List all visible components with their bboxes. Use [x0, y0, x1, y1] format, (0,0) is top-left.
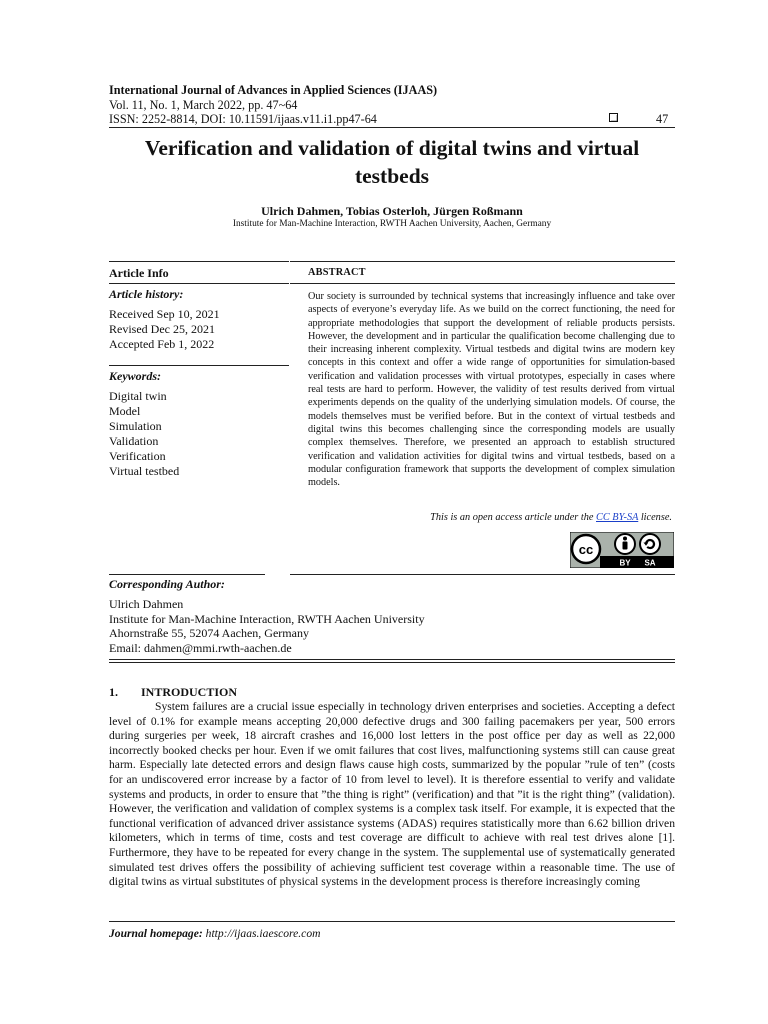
header-rule — [109, 127, 675, 128]
abstract-heading: ABSTRACT — [308, 267, 366, 278]
paper-authors: Ulrich Dahmen, Tobias Osterloh, Jürgen Roßmann — [261, 204, 523, 218]
corresponding-address: Ahornstraße 55, 52074 Aachen, Germany — [109, 626, 309, 641]
section-title: INTRODUCTION — [141, 685, 238, 699]
keyword-item: Model — [109, 404, 141, 418]
abstract-rule — [290, 283, 675, 284]
paper-title: Verification and validation of digital twins and virtual testbeds — [144, 136, 640, 188]
svg-text:cc: cc — [578, 542, 594, 557]
keyword-item: Validation — [109, 434, 159, 448]
article-info-rule — [109, 283, 289, 284]
square-icon — [609, 113, 618, 122]
history-list — [109, 307, 220, 352]
section-heading-introduction — [109, 685, 237, 700]
paper-affiliation: Institute for Man-Machine Interaction, RWTH Aachen University, Aachen, Germany — [232, 219, 552, 229]
keyword-item: Verification — [109, 449, 166, 463]
history-accepted: Accepted Feb 1, 2022 — [109, 337, 215, 351]
footer-rule — [109, 921, 675, 922]
keywords-heading: Keywords: — [109, 369, 161, 383]
corresponding-name: Ulrich Dahmen — [109, 597, 184, 611]
license-by-label: BY — [619, 558, 631, 568]
homepage-label: Journal homepage: — [109, 927, 203, 940]
cc-by-sa-badge[interactable] — [570, 532, 674, 568]
double-rule-bottom — [109, 662, 675, 663]
attribution-icon — [615, 534, 635, 554]
abstract-top-rule — [290, 261, 675, 262]
page-number: 47 — [656, 112, 669, 126]
corresponding-rule-right — [290, 574, 675, 575]
article-info-top-rule — [109, 261, 289, 262]
keywords-list — [109, 389, 179, 479]
open-access-suffix: license. — [638, 512, 672, 523]
abstract-text: Our society is surrounded by technical systems that increasingly influence and take over aspects of everyone’s everyday life. As we build on the correct functioning, the need for appropriate methodologies that support the development of reliable products persists. However, the development and in particular the qualification become challenging due to their increasing inherent complexity. Virtual testbeds and digital twins are modern key concepts in this context and offer a wide range of opportunities for simulation-based verification and validation processes with virtual prototypes, especially in cases where real tests are hard to perform. However, the validity of test results derived from virtual experiments depends on the quality of the underlying simulation models. Of course, the models themselves must be verified before. But in the context of virtual testbeds and digital twins this becomes challenging since the corresponding models are usually complex themselves. Therefore, we presented an approach to establish structured verification and validation activities for digital twins and virtual testbeds, based on a modular configuration framework that supports the development of complex simulation models. — [308, 291, 675, 489]
journal-name: International Journal of Advances in Applied Sciences (IJAAS) — [109, 83, 438, 97]
corresponding-rule-left — [109, 574, 265, 575]
journal-homepage — [109, 927, 321, 940]
corresponding-heading: Corresponding Author: — [109, 577, 225, 591]
corresponding-email: Email: dahmen@mmi.rwth-aachen.de — [109, 640, 292, 655]
section-number: 1. — [109, 685, 118, 699]
homepage-url[interactable]: http://ijaas.iaescore.com — [205, 927, 321, 940]
history-revised: Revised Dec 25, 2021 — [109, 322, 215, 336]
history-heading: Article history: — [109, 287, 184, 301]
license-link[interactable]: CC BY-SA — [596, 512, 639, 523]
open-access-prefix: This is an open access article under the — [430, 512, 596, 523]
corresponding-institute: Institute for Man-Machine Interaction, RWTH Aachen University — [109, 611, 425, 626]
corresponding-details — [109, 597, 425, 655]
article-info-heading: Article Info — [109, 266, 169, 280]
keywords-rule — [109, 365, 289, 366]
history-received: Received Sep 10, 2021 — [109, 307, 220, 321]
license-sa-label: SA — [644, 558, 656, 568]
introduction-text: System failures are a crucial issue especially in technology driven enterprises and societies. Accepting a defect level of 0.1% for example means accepting 20,000 defective drugs and 300 failing pacemakers per year, 500 errors during surgeries per week, 18 aircraft crashes and 16,000 lost letters in the post office per day as well as 22,000 incorrectly booked checks per hour. Even if we omit failures that cost lives, malfunctioning systems still can cause great harm. Especially late detected errors and design flaws cause high costs, summarized by the popular ”rule of ten” (costs for an undiscovered error increase by a factor of 10 from level to level). It is therefore essential to verify and validate systems and products, in order to ensure that ”the thing is right” (verification) and that ”it is the right thing” (validation). However, the verification and validation of complex systems is a complex task itself. For example, it is expected that the functional verification of advanced driver assistance systems (ADAS) requires statistically more than 6.62 billion driven kilometers, which in terms of time, costs and test coverage are difficult to achieve with real test drives alone [1]. Furthermore, they have to be repeated for every change in the system. The supplemental use of systematically generated simulated test drives offers the possibility of achieving sufficient test coverage within a reasonable time. The use of digital twins as virtual substitutes of physical systems in the development process is therefore increasingly coming — [109, 700, 675, 889]
keyword-item: Simulation — [109, 419, 162, 433]
double-rule-top — [109, 659, 675, 660]
cc-logo-icon — [572, 535, 600, 563]
open-access-note — [308, 512, 672, 523]
keyword-item: Virtual testbed — [109, 464, 180, 478]
share-alike-icon — [640, 534, 660, 554]
keyword-item: Digital twin — [109, 389, 167, 403]
volume-info: Vol. 11, No. 1, March 2022, pp. 47~64 — [109, 98, 298, 112]
issn-doi: ISSN: 2252-8814, DOI: 10.11591/ijaas.v11.i1.pp47-64 — [109, 112, 377, 126]
